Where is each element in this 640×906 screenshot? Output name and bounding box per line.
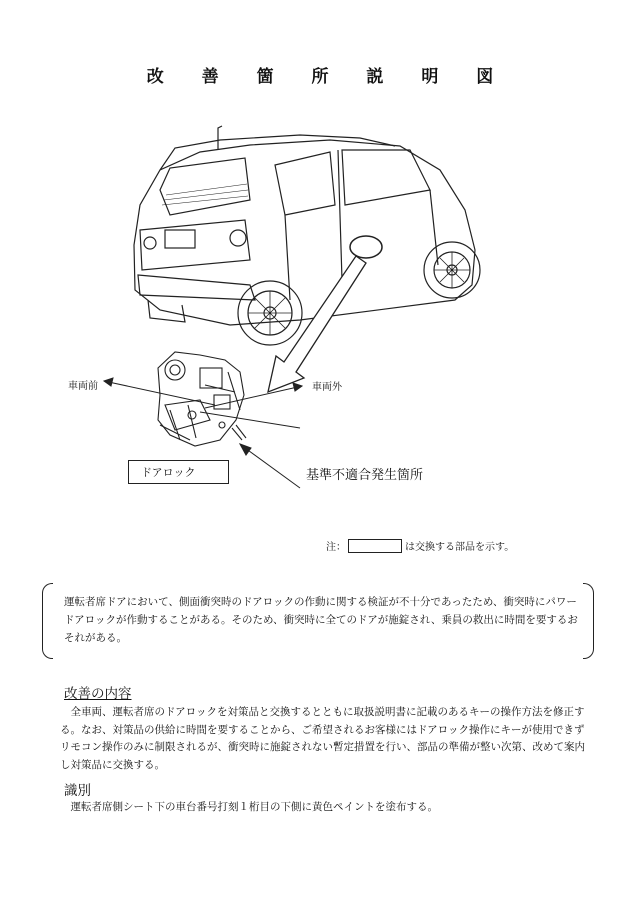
identification-body xyxy=(60,799,590,817)
improvement-heading: 改善の内容 xyxy=(64,686,132,702)
pointer-arrow xyxy=(268,256,366,392)
note-prefix: 注： xyxy=(326,542,346,553)
left-bracket xyxy=(42,583,53,659)
improvement-body xyxy=(60,704,590,774)
label-vehicle-front: 車両前 xyxy=(68,381,98,392)
page-title: 改 善 箇 所 説 明 図 xyxy=(146,67,510,87)
defect-location-label: 基準不適合発生箇所 xyxy=(306,468,424,483)
note xyxy=(326,538,514,553)
right-bracket xyxy=(583,583,594,659)
identification-heading: 識別 xyxy=(64,783,91,799)
note-suffix: は交換する部品を示す。 xyxy=(405,542,515,553)
defect-summary-box xyxy=(42,583,594,657)
car-outline xyxy=(134,126,475,325)
defect-summary-text: 運転者席ドアにおいて、側面衝突時のドアロックの作動に関する検証が不十分であったため、衝突時にパワードアロックが作動することがある。そのため、衝突時に全てのドアが施錠され、乗員の救出に時間を要するおそれがある。 xyxy=(64,596,578,644)
part-label-door-lock: ドアロック xyxy=(128,460,229,484)
label-vehicle-outside: 車両外 xyxy=(312,382,342,393)
replacement-part-swatch xyxy=(348,539,402,553)
identification-body-text: 運転者席側シート下の車台番号打刻１桁目の下側に黄色ペイントを塗布する。 xyxy=(70,801,438,813)
improvement-body-text: 全車両、運転者席のドアロックを対策品と交換するとともに取扱説明書に記載のあるキーの操作方法を修正する。なお、対策品の供給に時間を要することから、ご希望されるお客様にはドアロック操作にキーが使用できずリモコン操作のみに制限されるが、衝突時に施錠されない暫定措置を行い、部品の準備が整い次第、改めて案内し対策品に交換する。 xyxy=(60,706,585,771)
door-lock-drawing xyxy=(158,352,246,446)
